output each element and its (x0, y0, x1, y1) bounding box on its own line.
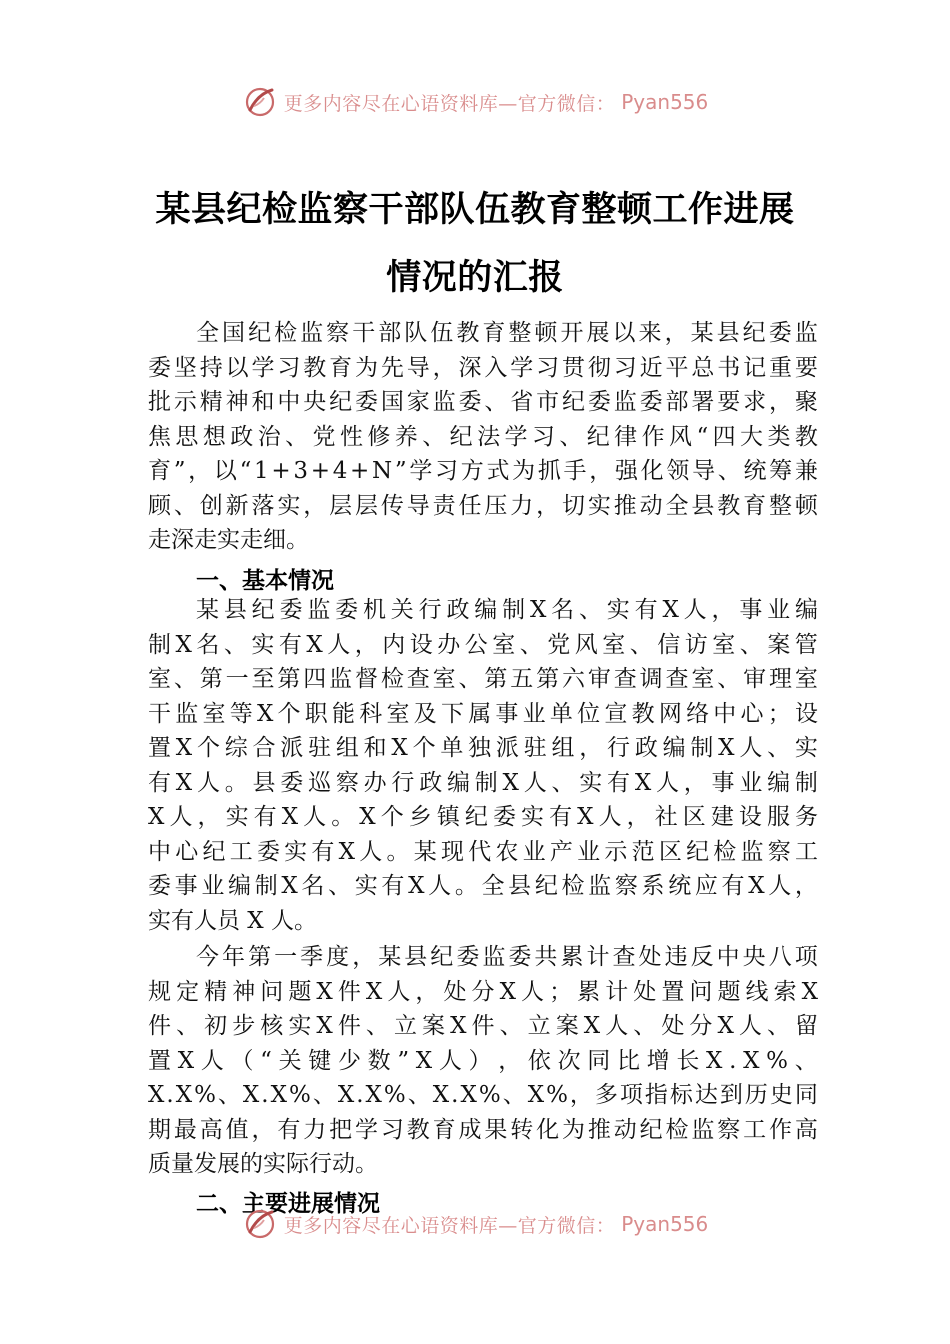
intro-line: 育 ” ， 以 “ 1 + 3 + 4 + N ” 学 习 方 式 为 抓 手 ， 强 化 领 导 、 统 筹 兼 (148, 458, 818, 484)
basic-paragraph (148, 593, 818, 938)
quarter-line: 期 最 高 值 ， 有 力 把 学 习 教 育 成 果 转 化 为 推 动 纪 检 监 察 工 作 高 (148, 1116, 818, 1143)
watermark-text: 更多内容尽在心语资料库—官方微信： (283, 1214, 616, 1237)
watermark-wechat-id: Pyan556 (621, 90, 709, 114)
intro-line: 焦 思 想 政 治 、 党 性 修 养 、 纪 法 学 习 、 纪 律 作 风 “ 四 大 类 教 (148, 423, 818, 450)
basic-line: X 人 ， 实 有 X 人 。 X 个 乡 镇 纪 委 实 有 X 人 ， 社 区 建 设 服 务 (148, 804, 818, 830)
intro-line: 顾 、 创 新 落 实 ， 层 层 传 导 责 任 压 力 ， 切 实 推 动 全 县 教 育 整 顿 (148, 492, 818, 519)
basic-line: 干 监 室 等 X 个 职 能 科 室 及 下 属 事 业 单 位 宣 教 网 络 中 心 ； 设 (148, 700, 818, 727)
quarter-line: 今 年 第 一 季 度 ， 某 县 纪 委 监 委 共 累 计 查 处 违 反 中 央 八 项 (196, 944, 818, 970)
basic-line: 室 、 第 一 至 第 四 监 督 检 查 室 、 第 五 第 六 审 查 调 查 室 、 审 理 室 (148, 666, 818, 692)
document-title-line1: 某县纪检监察干部队伍教育整顿工作进展 (155, 189, 795, 230)
intro-line: 全 国 纪 检 监 察 干 部 队 伍 教 育 整 顿 开 展 以 来 ， 某 县 纪 委 监 (196, 320, 818, 346)
intro-line: 批 示 精 神 和 中 央 纪 委 国 家 监 委 、 省 市 纪 委 监 委 部 署 要 求 ， 聚 (148, 389, 818, 415)
intro-paragraph (148, 316, 818, 558)
quarter-line: 规 定 精 神 问 题 X 件 X 人 ， 处 分 X 人 ； 累 计 处 置 问 题 线 索 X (148, 978, 818, 1005)
basic-line: 有 X 人 。 县 委 巡 察 办 行 政 编 制 X 人 、 实 有 X 人 ， 事 业 编 制 (148, 769, 818, 796)
basic-line: 委 事 业 编 制 X 名 、 实 有 X 人 。 全 县 纪 检 监 察 系 统 应 有 X 人 ， (148, 873, 818, 899)
brush-logo-icon (242, 1206, 278, 1242)
watermark-bottom (0, 1206, 950, 1242)
basic-line: 实有人员 X 人。 (148, 907, 317, 934)
basic-line: 制 X 名 、 实 有 X 人 ， 内 设 办 公 室 、 党 风 室 、 信 访 室 、 案 管 (148, 631, 818, 658)
basic-line: 中 心 纪 工 委 实 有 X 人 。 某 现 代 农 业 产 业 示 范 区 纪 检 监 察 工 (148, 838, 818, 865)
quarter-line: 件 、 初 步 核 实 X 件 、 立 案 X 件 、 立 案 X 人 、 处 分 X 人 、 留 (148, 1013, 818, 1039)
watermark-wechat-id: Pyan556 (621, 1212, 709, 1236)
quarter-paragraph (148, 940, 818, 1182)
quarter-line: 置 X 人 （ “ 关 键 少 数 ” X 人 ） ， 依 次 同 比 增 长 X . X % 、 (148, 1047, 818, 1074)
basic-line: 某 县 纪 委 监 委 机 关 行 政 编 制 X 名 、 实 有 X 人 ， 事 业 编 (196, 597, 818, 623)
section-heading-basic: 一、基本情况 (196, 568, 334, 594)
intro-line: 委 坚 持 以 学 习 教 育 为 先 导 ， 深 入 学 习 贯 彻 习 近 平 总 书 记 重 要 (148, 354, 818, 381)
watermark-text: 更多内容尽在心语资料库—官方微信： (283, 92, 616, 115)
document-title-line2: 情况的汇报 (386, 257, 564, 298)
basic-line: 置 X 个 综 合 派 驻 组 和 X 个 单 独 派 驻 组 ， 行 政 编 制 X 人 、 实 (148, 735, 818, 761)
watermark-top (0, 84, 950, 120)
quarter-line: 质量发展的实际行动。 (148, 1151, 378, 1177)
section-heading-progress: 二、主要进展情况 (196, 1191, 380, 1217)
intro-line: 走深走实走细。 (148, 527, 309, 553)
brush-logo-icon (242, 84, 278, 120)
quarter-line: X . X % 、 X . X % 、 X . X % 、 X . X % 、 X % ， 多 项 指 标 达 到 历 史 同 (148, 1082, 818, 1108)
